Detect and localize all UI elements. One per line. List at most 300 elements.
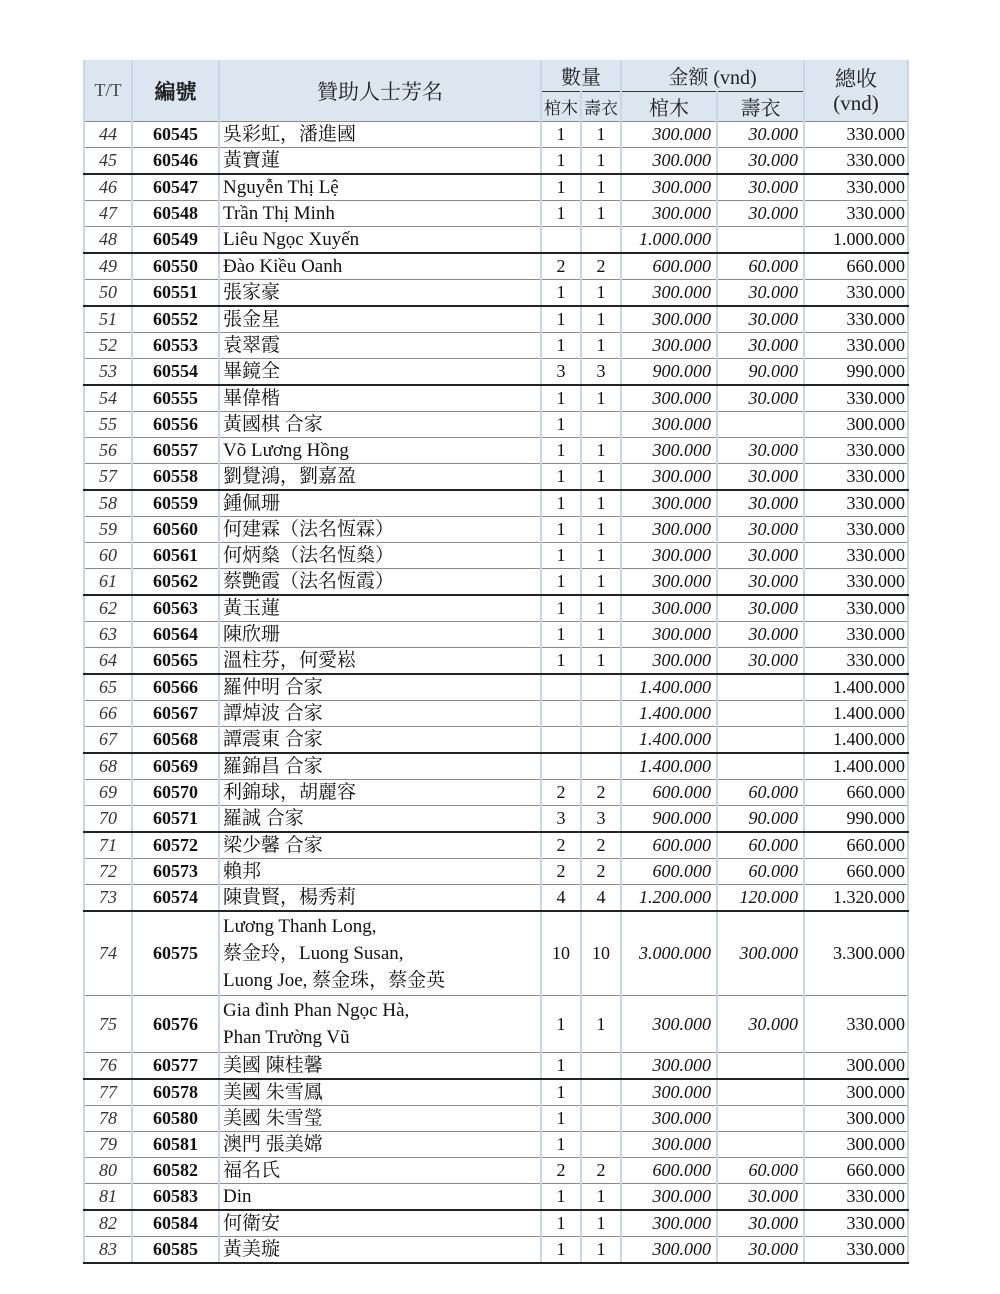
row-tt: 65 [84, 674, 132, 701]
row-amt-shroud: 30.000 [717, 622, 804, 648]
table-header [84, 60, 908, 122]
table-row [84, 780, 908, 806]
donor-name-line: 袁翠霞 [223, 335, 281, 356]
row-total: 330.000 [804, 464, 908, 491]
row-amt-shroud: 30.000 [717, 517, 804, 543]
table-row [84, 490, 908, 517]
row-donor-name [219, 148, 541, 175]
row-total: 1.400.000 [804, 727, 908, 754]
row-donor-name [219, 122, 541, 148]
row-qty-shroud: 1 [581, 306, 621, 333]
table-row [84, 253, 908, 280]
row-id: 60552 [132, 306, 219, 333]
row-qty-shroud: 2 [581, 1158, 621, 1184]
row-amt-coffin: 600.000 [621, 1158, 717, 1184]
row-amt-shroud [717, 227, 804, 254]
row-qty-coffin: 1 [541, 1132, 581, 1158]
row-amt-coffin: 1.000.000 [621, 227, 717, 254]
row-tt: 64 [84, 648, 132, 675]
row-total: 300.000 [804, 412, 908, 438]
row-amt-shroud: 30.000 [717, 201, 804, 227]
donor-table [83, 60, 909, 1264]
row-qty-shroud: 1 [581, 622, 621, 648]
row-qty-coffin: 1 [541, 201, 581, 227]
row-amt-coffin: 300.000 [621, 595, 717, 622]
row-donor-name [219, 464, 541, 491]
row-id: 60578 [132, 1079, 219, 1106]
row-amt-shroud: 90.000 [717, 359, 804, 386]
row-qty-coffin: 1 [541, 306, 581, 333]
row-qty-shroud: 1 [581, 122, 621, 148]
row-qty-coffin [541, 674, 581, 701]
row-amt-shroud: 30.000 [717, 122, 804, 148]
donor-name-line: 澳門 張美嫦 [223, 1134, 323, 1155]
row-amt-shroud: 30.000 [717, 1237, 804, 1264]
table-row [84, 359, 908, 386]
row-amt-coffin: 300.000 [621, 412, 717, 438]
row-qty-coffin: 1 [541, 1106, 581, 1132]
row-donor-name [219, 832, 541, 859]
row-id: 60571 [132, 806, 219, 833]
row-amt-shroud [717, 674, 804, 701]
row-id: 60585 [132, 1237, 219, 1264]
row-amt-shroud: 30.000 [717, 595, 804, 622]
row-donor-name [219, 1079, 541, 1106]
row-amt-shroud: 30.000 [717, 464, 804, 491]
row-qty-coffin: 1 [541, 438, 581, 464]
row-qty-shroud [581, 727, 621, 754]
row-qty-shroud: 1 [581, 543, 621, 569]
donor-name-line: 劉覺鴻，劉嘉盈 [223, 466, 357, 487]
donor-name-line: Din [223, 1186, 252, 1207]
row-qty-shroud [581, 1079, 621, 1106]
row-tt: 57 [84, 464, 132, 491]
row-amt-coffin: 300.000 [621, 648, 717, 675]
row-total: 330.000 [804, 648, 908, 675]
row-total: 990.000 [804, 806, 908, 833]
row-tt: 83 [84, 1237, 132, 1264]
header-amount: 金额 (vnd) [621, 60, 804, 92]
row-qty-shroud: 4 [581, 885, 621, 912]
row-tt: 66 [84, 701, 132, 727]
row-qty-shroud: 2 [581, 780, 621, 806]
row-id: 60567 [132, 701, 219, 727]
row-qty-coffin [541, 227, 581, 254]
donor-name-line: 蔡艷霞（法名恆霞） [223, 571, 395, 592]
table-row [84, 674, 908, 701]
row-total: 1.000.000 [804, 227, 908, 254]
row-qty-coffin: 2 [541, 859, 581, 885]
table-row [84, 1158, 908, 1184]
row-donor-name [219, 1184, 541, 1211]
row-amt-shroud: 30.000 [717, 306, 804, 333]
row-tt: 47 [84, 201, 132, 227]
row-donor-name [219, 359, 541, 386]
row-donor-name [219, 490, 541, 517]
row-total: 330.000 [804, 517, 908, 543]
row-id: 60557 [132, 438, 219, 464]
row-qty-shroud: 1 [581, 595, 621, 622]
row-total: 330.000 [804, 490, 908, 517]
row-id: 60554 [132, 359, 219, 386]
row-donor-name [219, 1158, 541, 1184]
row-id: 60564 [132, 622, 219, 648]
row-amt-coffin: 300.000 [621, 148, 717, 175]
donor-name-line: 梁少馨 合家 [223, 835, 323, 856]
row-amt-coffin: 3.000.000 [621, 911, 717, 996]
row-qty-shroud [581, 1132, 621, 1158]
row-amt-shroud: 300.000 [717, 911, 804, 996]
row-id: 60584 [132, 1210, 219, 1237]
donor-name-line: 美國 陳桂馨 [223, 1055, 323, 1076]
table-row [84, 727, 908, 754]
header-id: 編號 [132, 60, 219, 122]
row-id: 60580 [132, 1106, 219, 1132]
row-donor-name [219, 412, 541, 438]
table-row [84, 1053, 908, 1080]
row-tt: 73 [84, 885, 132, 912]
donor-name-line: 利錦球，胡麗容 [223, 782, 357, 803]
row-donor-name [219, 996, 541, 1053]
row-amt-shroud: 30.000 [717, 148, 804, 175]
row-qty-shroud [581, 1053, 621, 1080]
row-qty-coffin [541, 701, 581, 727]
row-amt-coffin: 300.000 [621, 385, 717, 412]
row-qty-shroud: 1 [581, 201, 621, 227]
row-id: 60550 [132, 253, 219, 280]
row-qty-coffin: 1 [541, 385, 581, 412]
row-amt-shroud [717, 1079, 804, 1106]
row-donor-name [219, 753, 541, 780]
row-qty-shroud [581, 227, 621, 254]
row-id: 60561 [132, 543, 219, 569]
row-id: 60551 [132, 280, 219, 307]
row-qty-shroud [581, 412, 621, 438]
row-id: 60572 [132, 832, 219, 859]
donor-name-line: 鍾佩珊 [223, 493, 281, 514]
donor-name-line: 畢鏡全 [223, 361, 281, 382]
row-qty-coffin: 10 [541, 911, 581, 996]
table-row [84, 333, 908, 359]
row-total: 330.000 [804, 201, 908, 227]
row-donor-name [219, 595, 541, 622]
row-id: 60545 [132, 122, 219, 148]
table-row [84, 1132, 908, 1158]
donor-name-line: 賴邦 [223, 861, 262, 882]
row-total: 330.000 [804, 148, 908, 175]
table-row [84, 201, 908, 227]
row-qty-shroud: 1 [581, 280, 621, 307]
row-id: 60559 [132, 490, 219, 517]
row-tt: 82 [84, 1210, 132, 1237]
donor-name-line: 羅誠 合家 [223, 808, 304, 829]
row-amt-shroud [717, 701, 804, 727]
row-total: 660.000 [804, 859, 908, 885]
row-qty-shroud [581, 1106, 621, 1132]
row-tt: 81 [84, 1184, 132, 1211]
row-qty-shroud: 1 [581, 174, 621, 201]
row-amt-coffin: 300.000 [621, 996, 717, 1053]
table-row [84, 148, 908, 175]
row-qty-shroud: 1 [581, 1184, 621, 1211]
row-total: 660.000 [804, 832, 908, 859]
row-qty-coffin: 2 [541, 780, 581, 806]
row-amt-shroud [717, 1132, 804, 1158]
row-amt-shroud: 30.000 [717, 333, 804, 359]
row-tt: 78 [84, 1106, 132, 1132]
row-id: 60553 [132, 333, 219, 359]
header-total-label: 總收 [835, 66, 878, 91]
row-qty-shroud: 1 [581, 996, 621, 1053]
row-amt-shroud [717, 727, 804, 754]
donor-name-line: 譚震東 合家 [223, 729, 323, 750]
row-amt-coffin: 300.000 [621, 490, 717, 517]
header-amt-coffin: 棺木 [621, 92, 717, 122]
row-qty-shroud [581, 701, 621, 727]
row-total: 330.000 [804, 280, 908, 307]
row-qty-shroud: 2 [581, 832, 621, 859]
row-qty-shroud: 1 [581, 490, 621, 517]
row-donor-name [219, 727, 541, 754]
row-qty-coffin: 1 [541, 148, 581, 175]
row-id: 60546 [132, 148, 219, 175]
row-id: 60562 [132, 569, 219, 596]
row-donor-name [219, 569, 541, 596]
table-row [84, 569, 908, 596]
row-total: 330.000 [804, 385, 908, 412]
row-amt-coffin: 600.000 [621, 780, 717, 806]
row-total: 330.000 [804, 569, 908, 596]
row-total: 330.000 [804, 996, 908, 1053]
row-donor-name [219, 1132, 541, 1158]
row-tt: 50 [84, 280, 132, 307]
donor-name-line: 何建霖（法名恆霖） [223, 519, 395, 540]
row-donor-name [219, 806, 541, 833]
table-body [84, 122, 908, 1264]
row-id: 60576 [132, 996, 219, 1053]
row-amt-coffin: 600.000 [621, 832, 717, 859]
row-total: 330.000 [804, 333, 908, 359]
table-row [84, 122, 908, 148]
row-qty-coffin: 1 [541, 280, 581, 307]
row-tt: 63 [84, 622, 132, 648]
row-id: 60547 [132, 174, 219, 201]
row-tt: 56 [84, 438, 132, 464]
row-total: 300.000 [804, 1079, 908, 1106]
row-total: 1.400.000 [804, 701, 908, 727]
row-total: 330.000 [804, 622, 908, 648]
row-donor-name [219, 648, 541, 675]
table-row [84, 996, 908, 1053]
row-tt: 74 [84, 911, 132, 996]
row-qty-coffin: 1 [541, 648, 581, 675]
row-donor-name [219, 306, 541, 333]
row-amt-coffin: 300.000 [621, 333, 717, 359]
row-qty-shroud: 1 [581, 1237, 621, 1264]
row-donor-name [219, 333, 541, 359]
row-qty-shroud: 1 [581, 1210, 621, 1237]
table-row [84, 543, 908, 569]
row-amt-shroud: 60.000 [717, 780, 804, 806]
row-tt: 61 [84, 569, 132, 596]
row-qty-coffin: 1 [541, 517, 581, 543]
row-amt-shroud: 60.000 [717, 832, 804, 859]
row-tt: 52 [84, 333, 132, 359]
row-donor-name [219, 885, 541, 912]
row-amt-coffin: 300.000 [621, 1210, 717, 1237]
row-qty-coffin: 2 [541, 1158, 581, 1184]
donor-name-line: 羅仲明 合家 [223, 677, 323, 698]
row-donor-name [219, 1237, 541, 1264]
row-tt: 76 [84, 1053, 132, 1080]
row-id: 60549 [132, 227, 219, 254]
row-amt-coffin: 300.000 [621, 174, 717, 201]
table-row [84, 832, 908, 859]
header-quantity: 數量 [541, 60, 621, 92]
header-tt: T/T [84, 60, 132, 122]
row-id: 60556 [132, 412, 219, 438]
row-id: 60573 [132, 859, 219, 885]
row-amt-shroud: 30.000 [717, 1210, 804, 1237]
row-amt-coffin: 900.000 [621, 806, 717, 833]
row-donor-name [219, 780, 541, 806]
table-row [84, 306, 908, 333]
row-amt-coffin: 300.000 [621, 306, 717, 333]
donor-name-line: Trần Thị Minh [223, 203, 335, 224]
table-row [84, 1210, 908, 1237]
donor-name-line: 美國 朱雪鳳 [223, 1082, 323, 1103]
row-tt: 55 [84, 412, 132, 438]
row-amt-shroud: 30.000 [717, 648, 804, 675]
header-donor-name: 贊助人士芳名 [219, 60, 541, 122]
row-donor-name [219, 674, 541, 701]
row-qty-shroud: 3 [581, 806, 621, 833]
donor-name-line: 張家豪 [223, 282, 281, 303]
table-row [84, 753, 908, 780]
row-qty-coffin: 1 [541, 996, 581, 1053]
row-total: 660.000 [804, 1158, 908, 1184]
donor-name-line: 陳貴賢，楊秀莉 [223, 887, 357, 908]
row-donor-name [219, 517, 541, 543]
row-amt-coffin: 300.000 [621, 122, 717, 148]
row-tt: 77 [84, 1079, 132, 1106]
row-id: 60563 [132, 595, 219, 622]
table-row [84, 438, 908, 464]
row-amt-coffin: 300.000 [621, 517, 717, 543]
row-amt-coffin: 300.000 [621, 1184, 717, 1211]
row-amt-coffin: 600.000 [621, 859, 717, 885]
row-amt-coffin: 300.000 [621, 1106, 717, 1132]
table-row [84, 174, 908, 201]
donor-name-line: 何衛安 [223, 1213, 281, 1234]
row-qty-shroud: 2 [581, 253, 621, 280]
row-qty-coffin: 3 [541, 359, 581, 386]
row-qty-coffin: 1 [541, 1184, 581, 1211]
row-qty-shroud [581, 674, 621, 701]
row-amt-shroud: 30.000 [717, 569, 804, 596]
row-amt-coffin: 300.000 [621, 569, 717, 596]
row-donor-name [219, 253, 541, 280]
table-row [84, 622, 908, 648]
row-donor-name [219, 438, 541, 464]
row-amt-coffin: 300.000 [621, 1053, 717, 1080]
row-total: 330.000 [804, 306, 908, 333]
row-qty-shroud: 1 [581, 333, 621, 359]
row-amt-shroud: 30.000 [717, 385, 804, 412]
row-total: 300.000 [804, 1053, 908, 1080]
donor-name-line: 張金星 [223, 309, 281, 330]
donor-name-line: 溫柱芬，何愛崧 [223, 650, 357, 671]
row-total: 1.400.000 [804, 753, 908, 780]
row-donor-name [219, 1210, 541, 1237]
row-id: 60582 [132, 1158, 219, 1184]
row-tt: 48 [84, 227, 132, 254]
row-amt-coffin: 300.000 [621, 622, 717, 648]
row-total: 330.000 [804, 543, 908, 569]
row-amt-coffin: 300.000 [621, 1237, 717, 1264]
donor-name-line: 美國 朱雪瑩 [223, 1108, 323, 1129]
donor-name-line: 譚焯波 合家 [223, 703, 323, 724]
row-donor-name [219, 911, 541, 996]
row-qty-shroud: 1 [581, 148, 621, 175]
donor-name-line: Liêu Ngọc Xuyến [223, 229, 360, 250]
row-qty-shroud: 1 [581, 438, 621, 464]
header-qty-coffin: 棺木 [541, 92, 581, 122]
row-total: 330.000 [804, 1184, 908, 1211]
row-tt: 71 [84, 832, 132, 859]
row-tt: 68 [84, 753, 132, 780]
row-total: 660.000 [804, 780, 908, 806]
table-row [84, 911, 908, 996]
row-amt-shroud: 30.000 [717, 543, 804, 569]
row-donor-name [219, 280, 541, 307]
table-row [84, 701, 908, 727]
row-donor-name [219, 859, 541, 885]
row-qty-shroud: 1 [581, 517, 621, 543]
row-amt-shroud: 30.000 [717, 1184, 804, 1211]
row-amt-shroud: 120.000 [717, 885, 804, 912]
row-qty-coffin: 1 [541, 174, 581, 201]
table-row [84, 885, 908, 912]
row-amt-shroud: 30.000 [717, 996, 804, 1053]
row-qty-shroud [581, 753, 621, 780]
row-total: 330.000 [804, 595, 908, 622]
row-amt-shroud: 60.000 [717, 253, 804, 280]
row-donor-name [219, 1106, 541, 1132]
row-amt-shroud [717, 1053, 804, 1080]
row-qty-coffin: 3 [541, 806, 581, 833]
row-qty-coffin: 1 [541, 122, 581, 148]
row-amt-coffin: 1.400.000 [621, 674, 717, 701]
row-amt-coffin: 300.000 [621, 1079, 717, 1106]
row-qty-coffin [541, 727, 581, 754]
row-amt-coffin: 1.400.000 [621, 753, 717, 780]
row-tt: 69 [84, 780, 132, 806]
row-qty-coffin: 1 [541, 1237, 581, 1264]
row-id: 60560 [132, 517, 219, 543]
row-donor-name [219, 543, 541, 569]
row-tt: 80 [84, 1158, 132, 1184]
donor-name-line: 羅錦昌 合家 [223, 756, 323, 777]
row-id: 60577 [132, 1053, 219, 1080]
row-total: 330.000 [804, 122, 908, 148]
row-total: 1.320.000 [804, 885, 908, 912]
row-amt-coffin: 600.000 [621, 253, 717, 280]
row-total: 330.000 [804, 1237, 908, 1264]
row-qty-coffin: 1 [541, 543, 581, 569]
row-id: 60568 [132, 727, 219, 754]
row-id: 60574 [132, 885, 219, 912]
